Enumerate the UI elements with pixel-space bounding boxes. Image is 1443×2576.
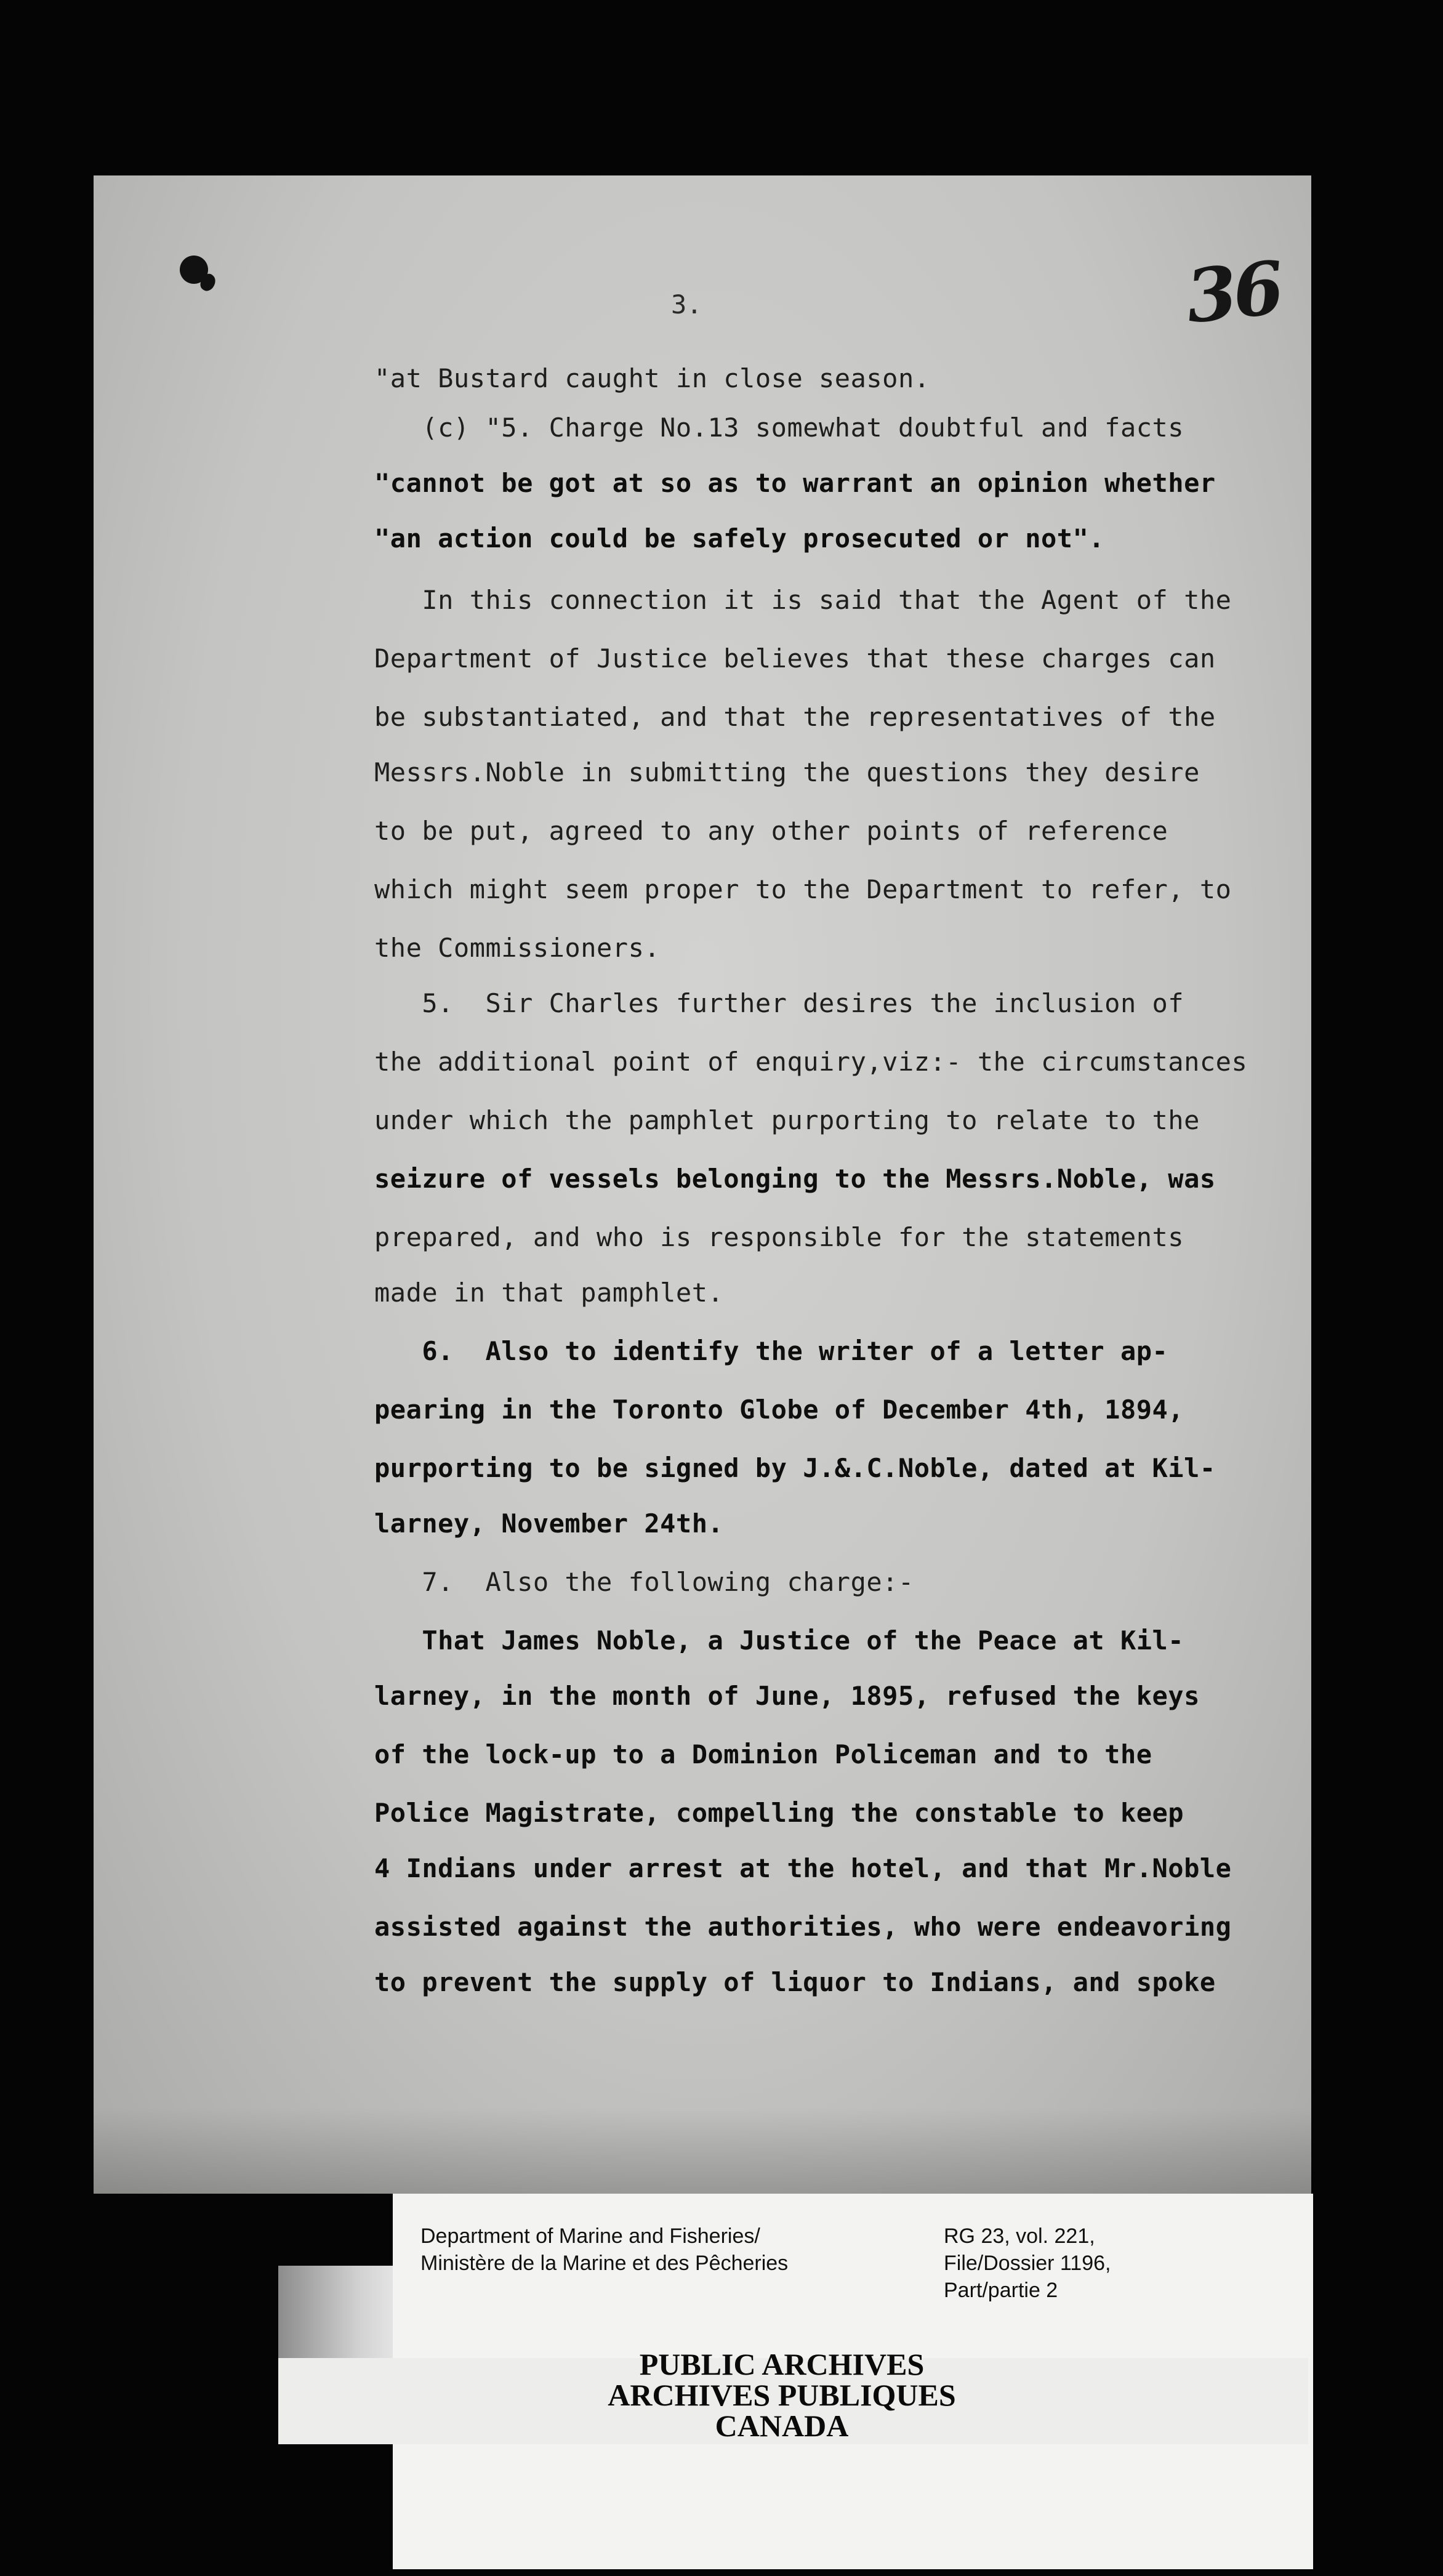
page-shadow xyxy=(94,2107,1311,2194)
label-tab-left xyxy=(278,2266,394,2358)
label-department-en: Department of Marine and Fisheries/ xyxy=(420,2224,760,2248)
body-line: which might seem proper to the Department to refer, to xyxy=(374,874,1232,904)
label-reference-file: File/Dossier 1196, xyxy=(944,2252,1111,2275)
body-line: 7. Also the following charge:- xyxy=(374,1567,914,1597)
body-line: prepared, and who is responsible for the statements xyxy=(374,1222,1184,1252)
label-department-fr: Ministère de la Marine et des Pêcheries xyxy=(420,2252,789,2275)
body-line: "an action could be safely prosecuted or not". xyxy=(374,523,1105,553)
body-line: pearing in the Toronto Globe of December 4th, 1894, xyxy=(374,1395,1184,1425)
document-page xyxy=(94,175,1311,2194)
body-line: assisted against the authorities, who were endeavoring xyxy=(374,1912,1232,1942)
body-line: (c) "5. Charge No.13 somewhat doubtful and facts xyxy=(374,413,1184,443)
page-number: 3. xyxy=(671,289,702,320)
body-line: Messrs.Noble in submitting the questions they desire xyxy=(374,757,1200,787)
body-line: seizure of vessels belonging to the Messrs.Noble, was xyxy=(374,1164,1216,1194)
body-line: "at Bustard caught in close season. xyxy=(374,363,930,393)
body-line: 6. Also to identify the writer of a letter ap- xyxy=(374,1336,1168,1366)
body-line: larney, November 24th. xyxy=(374,1508,724,1539)
body-line: 5. Sir Charles further desires the inclusion of xyxy=(374,988,1184,1018)
body-line: the additional point of enquiry,viz:- the circumstances xyxy=(374,1047,1248,1077)
body-line: 4 Indians under arrest at the hotel, and that Mr.Noble xyxy=(374,1853,1232,1883)
body-line: Department of Justice believes that these charges can xyxy=(374,643,1216,674)
body-line: "cannot be got at so as to warrant an opinion whether xyxy=(374,468,1216,498)
archives-stamp xyxy=(542,2349,1022,2441)
handwritten-folio-number: 36 xyxy=(1182,244,1285,340)
archives-title-fr: ARCHIVES PUBLIQUES xyxy=(608,2378,956,2412)
body-line: larney, in the month of June, 1895, refused the keys xyxy=(374,1681,1200,1711)
body-line: be substantiated, and that the representatives of the xyxy=(374,702,1216,732)
body-line: made in that pamphlet. xyxy=(374,1278,724,1308)
body-line: That James Noble, a Justice of the Peace at Kil- xyxy=(374,1625,1184,1656)
archives-title-en: PUBLIC ARCHIVES xyxy=(639,2347,925,2381)
body-line: the Commissioners. xyxy=(374,933,661,963)
label-reference-part: Part/partie 2 xyxy=(944,2279,1058,2302)
body-line: In this connection it is said that the Agent of the xyxy=(374,585,1232,615)
label-reference-rg: RG 23, vol. 221, xyxy=(944,2224,1095,2248)
body-line: under which the pamphlet purporting to relate to the xyxy=(374,1105,1200,1135)
body-line: of the lock-up to a Dominion Policeman and to the xyxy=(374,1739,1152,1769)
body-line: to be put, agreed to any other points of reference xyxy=(374,816,1168,846)
body-line: to prevent the supply of liquor to Indians, and spoke xyxy=(374,1967,1216,1997)
archives-country: CANADA xyxy=(715,2409,849,2443)
body-line: purporting to be signed by J.&.C.Noble, dated at Kil- xyxy=(374,1453,1216,1483)
body-line: Police Magistrate, compelling the constable to keep xyxy=(374,1798,1184,1828)
